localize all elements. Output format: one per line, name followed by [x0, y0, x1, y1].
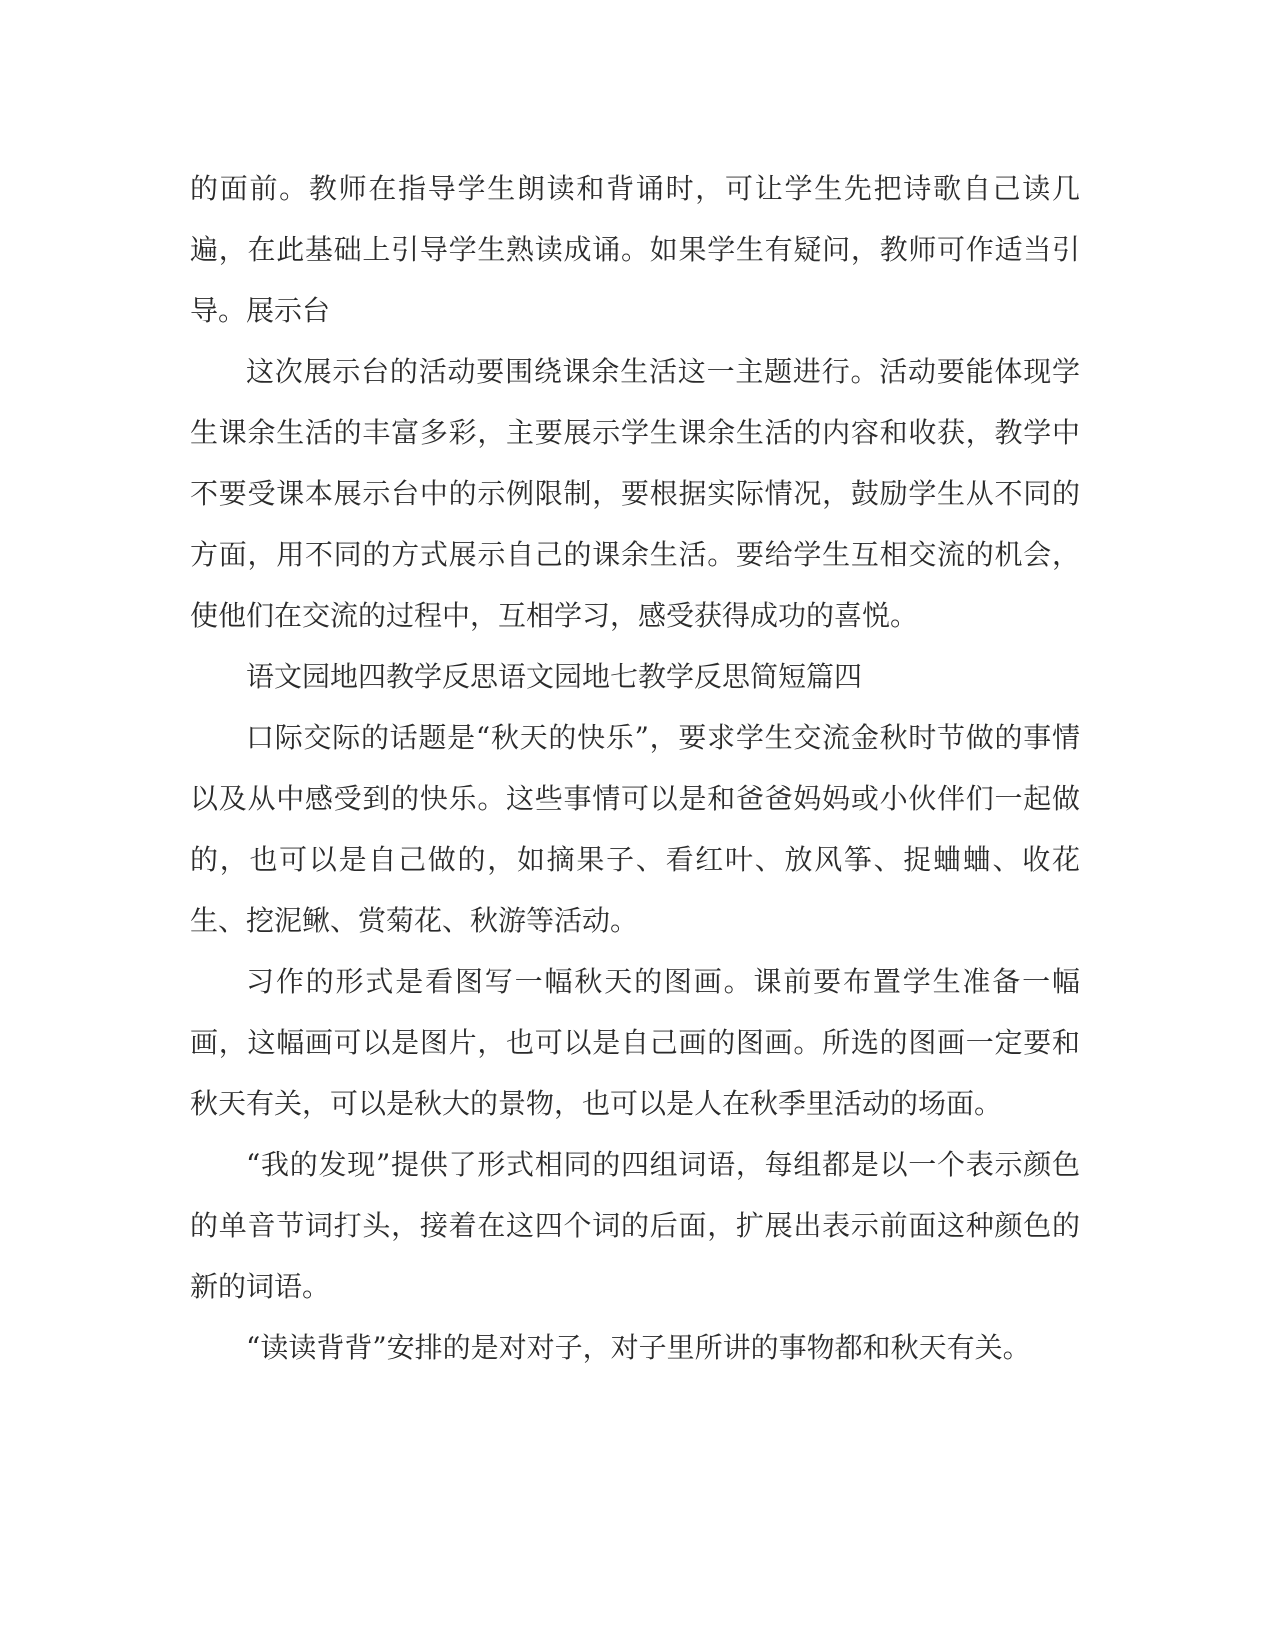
- paragraph-1: 的面前。教师在指导学生朗读和背诵时，可让学生先把诗歌自己读几遍，在此基础上引导学生熟读成诵。如果学生有疑问，教师可作适当引导。展示台: [190, 172, 1080, 327]
- section-heading: 语文园地四教学反思语文园地七教学反思简短篇四: [246, 660, 863, 693]
- paragraph-2: 这次展示台的活动要围绕课余生活这一主题进行。活动要能体现学生课余生活的丰富多彩，主要展示学生课余生活的内容和收获，教学中不要受课本展示台中的示例限制，要根据实际情况，鼓励学生从不同的方面，用不同的方式展示自己的课余生活。要给学生互相交流的机会，使他们在交流的过程中，互相学习，感受获得成功的喜悦。: [190, 355, 1080, 632]
- paragraph-3: 口际交际的话题是“秋天的快乐”，要求学生交流金秋时节做的事情以及从中感受到的快乐。这些事情可以是和爸爸妈妈或小伙伴们一起做的，也可以是自己做的，如摘果子、看红叶、放风筝、捉蛐蛐、收花生、挖泥鳅、赏菊花、秋游等活动。: [190, 721, 1080, 937]
- paragraph-6: “读读背背”安排的是对对子，对子里所讲的事物都和秋天有关。: [246, 1331, 1031, 1364]
- paragraph-5: “我的发现”提供了形式相同的四组词语，每组都是以一个表示颜色的单音节词打头，接着在这四个词的后面，扩展出表示前面这种颜色的新的词语。: [190, 1148, 1080, 1303]
- paragraph-4: 习作的形式是看图写一幅秋天的图画。课前要布置学生准备一幅画，这幅画可以是图片，也可以是自己画的图画。所选的图画一定要和秋天有关，可以是秋大的景物，也可以是人在秋季里活动的场面。: [190, 965, 1080, 1120]
- document-body: [190, 158, 1080, 1378]
